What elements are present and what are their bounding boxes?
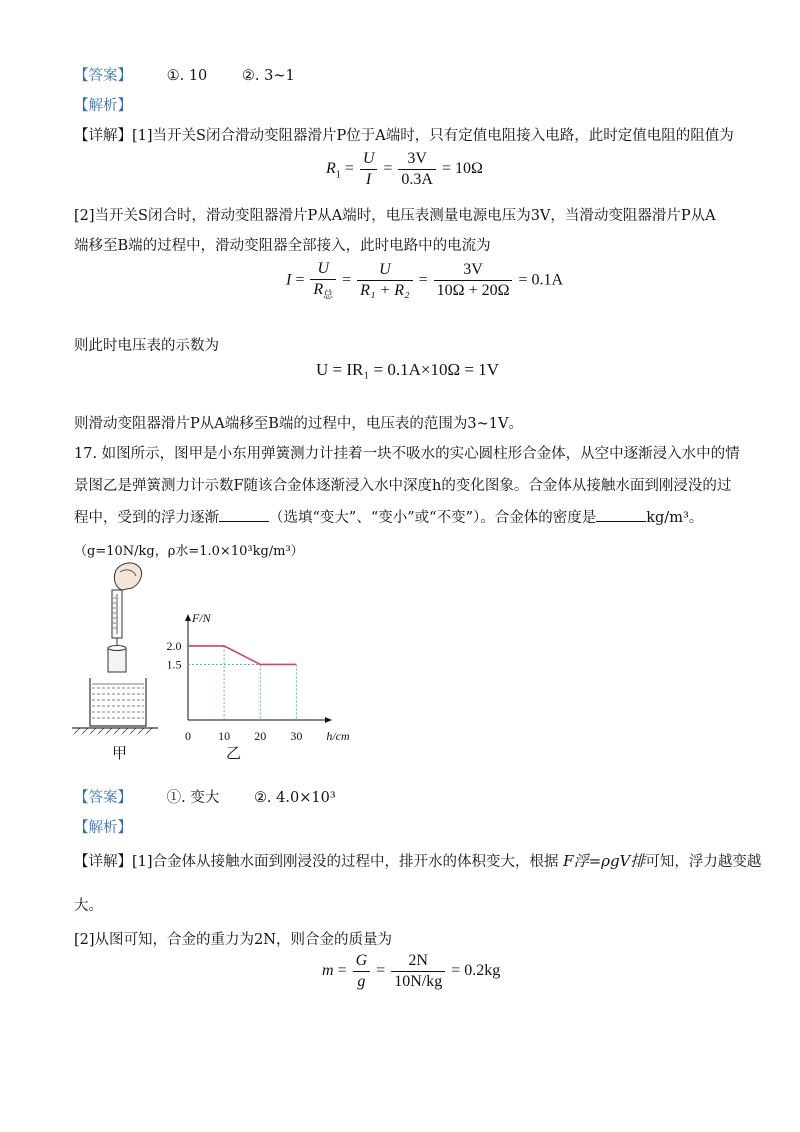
beaker-icon [90,678,146,726]
eq1-frac1 [360,150,378,189]
detail-2a: [2]当开关S闭合时，滑动变阻器滑片P从A端时，电压表测量电源电压为3V，当滑动变阻器滑片P从A [74,208,716,224]
q17-detail-1a: [1]合金体从接触水面到刚浸没的过程中，排开水的体积变大，根据 [132,854,559,870]
figure-yi-label: 乙 [226,744,242,762]
answer-tag: 【答案】 [74,68,132,84]
detail-3: 则此时电压表的示数为 [74,338,219,354]
q17-analysis-tag: 【解析】 [74,820,132,836]
figure-jia-illustration [70,558,160,758]
q17-stem-3 [74,506,703,527]
x-axis-arrow [325,717,332,723]
x-tick-label-1: 10 [218,729,231,743]
x-axis-label: h/cm [326,729,350,743]
detail-4: 则滑动变阻器滑片P从A端移至B端的过程中，电压表的范围为3~1V。 [74,416,523,432]
y-tick-label-0: 2.0 [166,638,182,653]
detail-2b: 端移至B端的过程中，滑动变阻器全部接入，此时电路中的电流为 [74,238,491,254]
q17-detail-1b: 可知，浮力越变越 [645,854,762,870]
q17-given: （g=10N/kg，ρ水=1.0×10³kg/m³） [74,544,304,559]
answer-2: ②. 3~1 [241,68,295,84]
eq2-frac2-num: U [357,261,412,281]
q17-stem-1: 17. 如图所示，图甲是小东用弹簧测力计挂着一块不吸水的实心圆柱形合金体，从空中逐渐浸入水中的情 [74,446,740,462]
eq4-frac2 [391,952,445,991]
eq4-rhs: 0.2kg [464,962,501,980]
eq2-frac1 [310,260,336,301]
x-tick-label-3: 30 [290,729,303,743]
q17-detail-1 [74,850,761,871]
eq1-frac2 [398,150,436,189]
eq2-frac3 [434,261,513,300]
figure-jia-label: 甲 [112,744,128,762]
eq4-frac1 [353,952,371,991]
series-line [188,646,296,665]
x-tick-label-2: 20 [254,729,267,743]
answer-blank-2 [596,509,646,522]
q17-detail-2: [2]从图可知，合金的重力为2N，则合金的质量为 [74,932,392,948]
cylinder-icon [108,648,126,672]
eq1-frac1-num: U [360,150,378,170]
q17-answer-2: ②. 4.0×10³ [253,790,336,806]
eq1-lhs: R [326,160,336,178]
eq4-frac2-num: 2N [391,952,445,972]
y-axis-arrow [185,614,191,621]
hand-icon [114,563,141,590]
eq2-frac1-den-sub: 总 [323,290,334,302]
eq4-lhs: m [322,962,334,980]
eq4-frac1-num: G [353,952,371,972]
q17-stem-2: 景图乙是弹簧测力计示数F随该合金体逐渐浸入水中深度h的变化图象。合金体从接触水面到刚浸没的过 [74,478,732,494]
eq4-frac1-den: g [357,973,366,990]
q17-stem-3b: （选填“变大”、“变小”或“不变”）。合金体的密度是 [269,510,597,526]
y-axis-label: F/N [192,611,211,625]
q17-detail-tag: 【详解】 [74,854,132,870]
equation-1: $R_1$ = $\frac{U}{I}$ = $\frac{3V}{0.3A}$ = 10Ω [326,150,483,188]
eq4-frac2-den: 10N/kg [394,973,443,990]
q17-answer-row [74,786,336,807]
eq1-rhs: 10Ω [455,160,483,178]
q17-stem-3c: kg/m³。 [646,510,704,526]
eq2-lhs: I [286,271,292,289]
q17-detail-1c: 大。 [74,898,103,914]
eq2-frac2 [357,261,412,300]
y-tick-label-1: 1.5 [166,657,182,672]
detail-1 [74,124,734,145]
equation-2: I = $\frac{U}{R_总}$ = $\frac{U}{\text{R₁ + R₂}}$ = $\frac{3V}{10\Omega + 20\Omega}$ = 0.1A [286,260,564,302]
answer-row [74,64,295,85]
eq2-frac2-den: R₁ + R₂ [360,282,410,300]
answer-blank-1 [219,509,269,522]
analysis-tag: 【解析】 [74,98,132,114]
eq1-frac2-den: 0.3A [401,171,433,188]
eq1-frac1-den: I [365,171,372,188]
eq2-frac3-num: 3V [434,261,513,281]
equation-3: U = IR₁ = 0.1A×10Ω = 1V [316,360,499,379]
eq1-lhs-sub: 1 [335,169,341,181]
x-tick-label-0: 0 [185,729,191,743]
q17-answer-1: ①. 变大 [166,790,220,806]
eq1-frac2-num: 3V [398,150,436,170]
equation-4: m = $\frac{G}{g}$ = $\frac{2N}{10N/kg}$ = 0.2kg [322,952,501,990]
detail-tag: 【详解】 [74,128,132,144]
q17-stem-3a: 程中，受到的浮力逐渐 [74,510,219,526]
answer-1: ①. 10 [166,68,208,84]
eq2-frac1-num: U [310,260,336,280]
figure-yi-chart [166,606,350,756]
buoyancy-formula: F浮=ρgV排 [563,852,646,870]
detail-1-text: [1]当开关S闭合滑动变阻器滑片P位于A端时，只有定值电阻接入电路，此时定值电阻的阻值为 [132,128,734,144]
q17-answer-tag: 【答案】 [74,790,132,806]
eq2-rhs: 0.1A [531,271,564,289]
eq2-frac1-den: R [313,281,324,298]
eq2-frac3-den: 10Ω + 20Ω [436,282,510,300]
